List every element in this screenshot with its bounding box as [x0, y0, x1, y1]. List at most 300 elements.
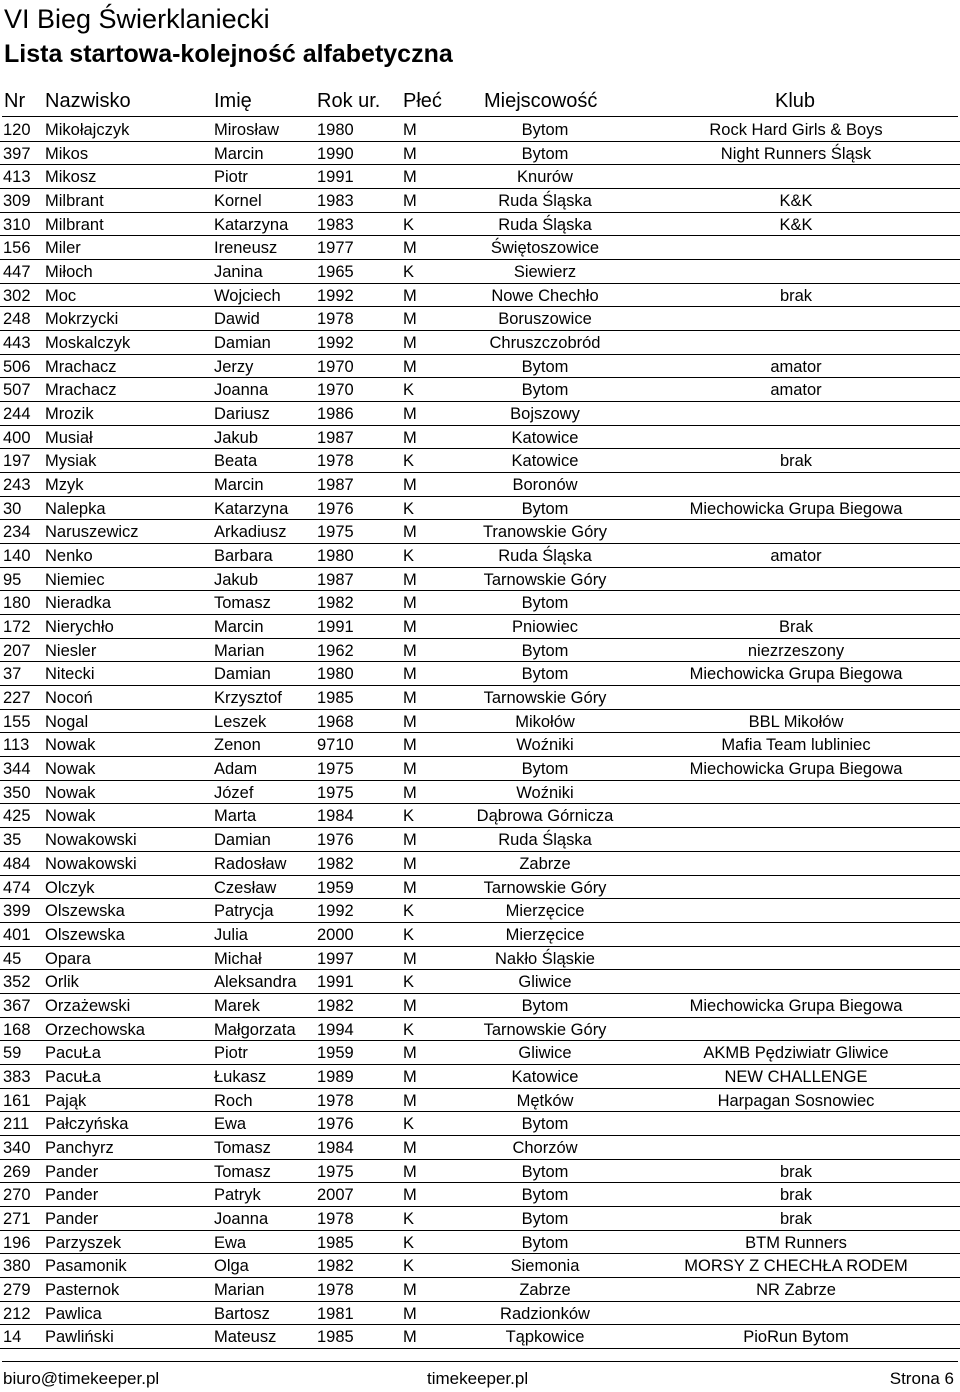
cell-rok: 1975 [317, 1162, 354, 1181]
cell-nazwisko: Niesler [45, 641, 97, 660]
cell-nr: 425 [3, 807, 31, 826]
cell-miejscowosc: Tarnowskie Góry [483, 570, 607, 589]
cell-nr: 506 [3, 357, 31, 376]
cell-plec: K [403, 807, 415, 826]
cell-imie: Marek [214, 996, 260, 1015]
cell-miejscowosc: Mierzęcice [505, 925, 585, 944]
cell-nazwisko: Opara [45, 949, 91, 968]
cell-plec: M [403, 570, 417, 589]
cell-miejscowosc: Katowice [511, 428, 579, 447]
cell-imie: Jakub [214, 428, 259, 447]
cell-rok: 1959 [317, 878, 354, 897]
cell-nr: 227 [3, 689, 31, 708]
cell-rok: 1983 [317, 215, 354, 234]
cell-rok: 1982 [317, 854, 354, 873]
table-row [0, 994, 960, 1018]
table-row [0, 757, 960, 781]
header-divider [2, 116, 958, 117]
cell-klub: K&K [779, 215, 813, 234]
cell-imie: Beata [214, 452, 258, 471]
cell-klub: Miechowicka Grupa Biegowa [689, 499, 903, 518]
cell-nazwisko: Mzyk [45, 476, 84, 495]
cell-plec: K [403, 1020, 415, 1039]
cell-imie: Katarzyna [214, 499, 289, 518]
cell-nazwisko: Nalepka [45, 499, 106, 518]
table-row [0, 568, 960, 592]
cell-plec: M [403, 310, 417, 329]
cell-miejscowosc: Bytom [521, 1115, 569, 1134]
cell-plec: M [403, 476, 417, 495]
cell-rok: 1962 [317, 641, 354, 660]
cell-nazwisko: Olszewska [45, 925, 125, 944]
cell-nazwisko: Moskalczyk [45, 334, 131, 353]
cell-miejscowosc: Bytom [521, 381, 569, 400]
cell-plec: M [403, 239, 417, 258]
cell-imie: Marian [214, 1280, 265, 1299]
cell-plec: M [403, 405, 417, 424]
cell-nazwisko: Pasamonik [45, 1257, 127, 1276]
cell-nr: 45 [3, 949, 22, 968]
cell-nazwisko: Pawlica [45, 1304, 102, 1323]
cell-imie: Jakub [214, 570, 259, 589]
cell-plec: K [403, 973, 415, 992]
cell-nr: 474 [3, 878, 31, 897]
table-row [0, 1089, 960, 1113]
cell-rok: 1985 [317, 689, 354, 708]
cell-rok: 1980 [317, 547, 354, 566]
cell-nr: 120 [3, 121, 31, 139]
cell-rok: 1991 [317, 973, 354, 992]
table-row [0, 947, 960, 971]
cell-klub: niezrzeszony [747, 641, 845, 660]
cell-klub: amator [770, 357, 822, 376]
cell-plec: M [403, 618, 417, 637]
cell-miejscowosc: Bytom [521, 665, 569, 684]
cell-miejscowosc: Chorzów [512, 1138, 578, 1157]
cell-imie: Bartosz [214, 1304, 270, 1323]
header-imie: Imię [214, 90, 252, 112]
cell-miejscowosc: Zabrze [519, 854, 571, 873]
cell-rok: 1978 [317, 310, 354, 329]
table-row [0, 118, 960, 142]
cell-rok: 1992 [317, 286, 354, 305]
cell-plec: M [403, 1044, 417, 1063]
cell-rok: 1986 [317, 405, 354, 424]
cell-nr: 156 [3, 239, 31, 258]
cell-nr: 37 [3, 665, 22, 684]
cell-miejscowosc: Ruda Śląska [498, 547, 592, 566]
table-row [0, 142, 960, 166]
cell-nr: 234 [3, 523, 31, 542]
cell-plec: M [403, 121, 417, 139]
cell-klub: Miechowicka Grupa Biegowa [689, 760, 903, 779]
cell-plec: K [403, 452, 415, 471]
cell-miejscowosc: Nakło Śląskie [495, 949, 595, 968]
cell-klub: amator [770, 381, 822, 400]
cell-nazwisko: Nocoń [45, 689, 93, 708]
cell-plec: K [403, 381, 415, 400]
cell-nr: 340 [3, 1138, 31, 1157]
cell-miejscowosc: Katowice [511, 452, 579, 471]
cell-nr: 399 [3, 902, 31, 921]
cell-miejscowosc: Bytom [521, 121, 569, 139]
cell-imie: Aleksandra [214, 973, 297, 992]
table-row [0, 923, 960, 947]
cell-miejscowosc: Mętków [516, 1091, 574, 1110]
cell-plec: M [403, 665, 417, 684]
cell-nazwisko: Mrachacz [45, 381, 117, 400]
cell-nazwisko: Orlik [45, 973, 79, 992]
cell-klub: BTM Runners [745, 1233, 847, 1252]
cell-imie: Małgorzata [214, 1020, 296, 1039]
cell-klub: brak [779, 286, 813, 305]
table-row [0, 189, 960, 213]
cell-klub: PioRun Bytom [743, 1328, 849, 1347]
cell-nr: 243 [3, 476, 31, 495]
cell-rok: 2007 [317, 1186, 354, 1205]
cell-rok: 1992 [317, 334, 354, 353]
cell-nazwisko: Mikosz [45, 168, 97, 187]
cell-nr: 197 [3, 452, 31, 471]
table-row [0, 497, 960, 521]
cell-imie: Julia [214, 925, 248, 944]
cell-plec: M [403, 831, 417, 850]
cell-nazwisko: Milbrant [45, 215, 104, 234]
cell-klub: Miechowicka Grupa Biegowa [689, 665, 903, 684]
cell-miejscowosc: Siemonia [510, 1257, 580, 1276]
cell-rok: 1987 [317, 476, 354, 495]
cell-imie: Joanna [214, 1209, 269, 1228]
cell-miejscowosc: Ruda Śląska [498, 192, 592, 211]
cell-klub: NEW CHALLENGE [724, 1067, 868, 1086]
cell-plec: M [403, 854, 417, 873]
table-row [0, 473, 960, 497]
cell-imie: Marcin [214, 144, 264, 163]
cell-rok: 1975 [317, 760, 354, 779]
cell-imie: Katarzyna [214, 215, 289, 234]
cell-imie: Łukasz [214, 1067, 267, 1086]
cell-nr: 309 [3, 192, 31, 211]
cell-miejscowosc: Bytom [521, 1162, 569, 1181]
table-row [0, 591, 960, 615]
table-row [0, 876, 960, 900]
table-row [0, 260, 960, 284]
cell-imie: Dariusz [214, 405, 270, 424]
table-row [0, 426, 960, 450]
cell-miejscowosc: Boronów [512, 476, 578, 495]
header-nr: Nr [4, 90, 26, 112]
cell-miejscowosc: Tranowskie Góry [482, 523, 608, 542]
cell-nr: 344 [3, 760, 31, 779]
table-row [0, 804, 960, 828]
cell-nazwisko: Nowak [45, 807, 96, 826]
header-nazwisko: Nazwisko [45, 90, 131, 112]
cell-nr: 172 [3, 618, 31, 637]
cell-nazwisko: Miler [45, 239, 81, 258]
cell-plec: M [403, 1304, 417, 1323]
cell-imie: Patrycja [214, 902, 274, 921]
cell-nazwisko: Moc [45, 286, 77, 305]
cell-rok: 1959 [317, 1044, 354, 1063]
cell-klub: Harpagan Sosnowiec [717, 1091, 875, 1110]
cell-plec: M [403, 1162, 417, 1181]
cell-rok: 1985 [317, 1233, 354, 1252]
cell-nazwisko: PacuŁa [45, 1044, 101, 1063]
cell-plec: M [403, 1280, 417, 1299]
cell-nazwisko: Pająk [45, 1091, 87, 1110]
cell-rok: 1989 [317, 1067, 354, 1086]
cell-nr: 350 [3, 783, 31, 802]
cell-nazwisko: Olszewska [45, 902, 125, 921]
cell-nr: 383 [3, 1067, 31, 1086]
cell-nazwisko: Mikołajczyk [45, 121, 130, 139]
cell-plec: M [403, 144, 417, 163]
cell-plec: M [403, 689, 417, 708]
cell-imie: Tomasz [214, 1162, 271, 1181]
cell-miejscowosc: Bojszowy [510, 405, 580, 424]
cell-imie: Marta [214, 807, 257, 826]
cell-imie: Radosław [214, 854, 287, 873]
cell-nazwisko: Mrozik [45, 405, 94, 424]
cell-plec: M [403, 949, 417, 968]
cell-klub: brak [779, 1162, 813, 1181]
cell-rok: 1990 [317, 144, 354, 163]
cell-rok: 1975 [317, 783, 354, 802]
cell-nr: 310 [3, 215, 31, 234]
table-row [0, 733, 960, 757]
cell-imie: Janina [214, 263, 263, 282]
cell-rok: 1976 [317, 831, 354, 850]
cell-klub: amator [770, 547, 822, 566]
cell-plec: K [403, 547, 415, 566]
cell-nazwisko: Nowak [45, 783, 96, 802]
cell-nazwisko: Miłoch [45, 263, 93, 282]
cell-rok: 1984 [317, 807, 354, 826]
table-row [0, 284, 960, 308]
cell-nr: 269 [3, 1162, 31, 1181]
cell-nazwisko: Nogal [45, 712, 89, 731]
cell-nazwisko: PacuŁa [45, 1067, 101, 1086]
cell-imie: Leszek [214, 712, 267, 731]
cell-rok: 1991 [317, 618, 354, 637]
cell-plec: M [403, 641, 417, 660]
page-footer [0, 1366, 960, 1392]
cell-rok: 1980 [317, 665, 354, 684]
cell-imie: Piotr [214, 168, 248, 187]
cell-plec: M [403, 192, 417, 211]
cell-rok: 1981 [317, 1304, 354, 1323]
cell-nr: 413 [3, 168, 31, 187]
cell-miejscowosc: Pniowiec [511, 618, 579, 637]
cell-nazwisko: Mokrzycki [45, 310, 119, 329]
cell-imie: Mateusz [214, 1328, 277, 1347]
table-row [0, 307, 960, 331]
cell-nr: 161 [3, 1091, 31, 1110]
cell-plec: M [403, 168, 417, 187]
cell-rok: 1976 [317, 499, 354, 518]
cell-nr: 14 [3, 1328, 22, 1347]
cell-miejscowosc: Bytom [521, 1209, 569, 1228]
cell-klub: brak [779, 1209, 813, 1228]
footer-email[interactable]: biuro@timekeeper.pl [3, 1369, 160, 1388]
table-row [0, 662, 960, 686]
cell-rok: 1987 [317, 428, 354, 447]
cell-plec: K [403, 1115, 415, 1134]
cell-miejscowosc: Ruda Śląska [498, 831, 592, 850]
cell-rok: 1975 [317, 523, 354, 542]
cell-miejscowosc: Tarnowskie Góry [483, 689, 607, 708]
cell-miejscowosc: Boruszowice [498, 310, 592, 329]
cell-imie: Krzysztof [214, 689, 282, 708]
cell-rok: 1984 [317, 1138, 354, 1157]
cell-klub: Brak [779, 618, 813, 637]
cell-imie: Michał [214, 949, 262, 968]
cell-imie: Czesław [214, 878, 277, 897]
table-row [0, 1278, 960, 1302]
cell-imie: Józef [214, 783, 254, 802]
cell-nazwisko: Pander [45, 1162, 99, 1181]
cell-rok: 1982 [317, 594, 354, 613]
cell-nazwisko: Parzyszek [45, 1233, 122, 1252]
cell-imie: Piotr [214, 1044, 248, 1063]
page-subtitle: Lista startowa-kolejność alfabetyczna [4, 40, 453, 68]
cell-nr: 59 [3, 1044, 22, 1063]
cell-plec: K [403, 1257, 415, 1276]
cell-miejscowosc: Tarnowskie Góry [483, 1020, 607, 1039]
cell-miejscowosc: Katowice [511, 1067, 579, 1086]
cell-nr: 155 [3, 712, 31, 731]
table-row [0, 402, 960, 426]
cell-nazwisko: Olczyk [45, 878, 95, 897]
cell-plec: K [403, 1209, 415, 1228]
cell-imie: Tomasz [214, 594, 271, 613]
cell-nazwisko: Pander [45, 1186, 99, 1205]
cell-imie: Arkadiusz [214, 523, 287, 542]
cell-imie: Marian [214, 641, 265, 660]
cell-imie: Wojciech [214, 286, 281, 305]
cell-rok: 1970 [317, 381, 354, 400]
cell-klub: Rock Hard Girls & Boys [709, 121, 883, 139]
cell-rok: 1976 [317, 1115, 354, 1134]
cell-rok: 1978 [317, 1091, 354, 1110]
cell-nazwisko: Nowak [45, 736, 96, 755]
cell-nr: 400 [3, 428, 31, 447]
cell-nazwisko: Nierychło [45, 618, 114, 637]
header-klub: Klub [775, 90, 816, 112]
cell-miejscowosc: Świętoszowice [490, 239, 600, 258]
cell-nazwisko: Nowakowski [45, 831, 137, 850]
cell-miejscowosc: Dąbrowa Górnicza [476, 807, 614, 826]
cell-rok: 1968 [317, 712, 354, 731]
table-row [0, 213, 960, 237]
footer-page-number: Strona 6 [889, 1369, 954, 1388]
cell-imie: Marcin [214, 476, 264, 495]
cell-miejscowosc: Bytom [521, 144, 569, 163]
table-row [0, 710, 960, 734]
cell-rok: 1994 [317, 1020, 354, 1039]
table-row [0, 1018, 960, 1042]
cell-plec: M [403, 1328, 417, 1347]
cell-miejscowosc: Gliwice [518, 1044, 572, 1063]
cell-rok: 1985 [317, 1328, 354, 1347]
cell-nazwisko: Nitecki [45, 665, 95, 684]
cell-miejscowosc: Woźniki [516, 783, 574, 802]
cell-plec: M [403, 878, 417, 897]
table-row [0, 970, 960, 994]
cell-nr: 140 [3, 547, 31, 566]
table-row [0, 378, 960, 402]
cell-rok: 9710 [317, 736, 354, 755]
cell-imie: Joanna [214, 381, 269, 400]
cell-rok: 1992 [317, 902, 354, 921]
cell-plec: M [403, 996, 417, 1015]
header-plec: Płeć [403, 90, 442, 112]
cell-miejscowosc: Woźniki [516, 736, 574, 755]
footer-site[interactable]: timekeeper.pl [427, 1369, 529, 1388]
cell-rok: 1982 [317, 1257, 354, 1276]
cell-plec: M [403, 712, 417, 731]
table-row [0, 1183, 960, 1207]
cell-rok: 1982 [317, 996, 354, 1015]
table-row [0, 686, 960, 710]
cell-plec: M [403, 357, 417, 376]
cell-nr: 168 [3, 1020, 31, 1039]
table-row [0, 1112, 960, 1136]
cell-plec: M [403, 334, 417, 353]
table-row [0, 1302, 960, 1326]
cell-imie: Damian [214, 831, 271, 850]
cell-nazwisko: Pawliński [45, 1328, 114, 1347]
cell-nr: 180 [3, 594, 31, 613]
cell-nr: 212 [3, 1304, 31, 1323]
cell-miejscowosc: Knurów [517, 168, 573, 187]
cell-imie: Patryk [214, 1186, 261, 1205]
cell-miejscowosc: Zabrze [519, 1280, 571, 1299]
cell-klub: Miechowicka Grupa Biegowa [689, 996, 903, 1015]
cell-nr: 196 [3, 1233, 31, 1252]
cell-plec: K [403, 263, 415, 282]
cell-klub: brak [779, 452, 813, 471]
cell-rok: 1977 [317, 239, 354, 258]
cell-rok: 1987 [317, 570, 354, 589]
cell-plec: M [403, 286, 417, 305]
cell-nr: 95 [3, 570, 22, 589]
cell-plec: K [403, 215, 415, 234]
cell-nr: 397 [3, 144, 31, 163]
cell-rok: 2000 [317, 925, 354, 944]
start-list-table [0, 118, 960, 1349]
table-row [0, 331, 960, 355]
cell-rok: 1978 [317, 1209, 354, 1228]
cell-nazwisko: Musiał [45, 428, 93, 447]
cell-imie: Marcin [214, 618, 264, 637]
cell-nr: 484 [3, 854, 31, 873]
cell-nazwisko: Mysiak [45, 452, 97, 471]
cell-plec: M [403, 1186, 417, 1205]
cell-nazwisko: Pander [45, 1209, 99, 1228]
cell-rok: 1983 [317, 192, 354, 211]
cell-nazwisko: Nieradka [45, 594, 112, 613]
cell-klub: NR Zabrze [756, 1280, 836, 1299]
cell-miejscowosc: Ruda Śląska [498, 215, 592, 234]
cell-plec: K [403, 902, 415, 921]
cell-nr: 443 [3, 334, 31, 353]
cell-plec: M [403, 1138, 417, 1157]
cell-rok: 1997 [317, 949, 354, 968]
cell-plec: M [403, 1091, 417, 1110]
cell-nazwisko: Mikos [45, 144, 89, 163]
cell-nazwisko: Naruszewicz [45, 523, 139, 542]
